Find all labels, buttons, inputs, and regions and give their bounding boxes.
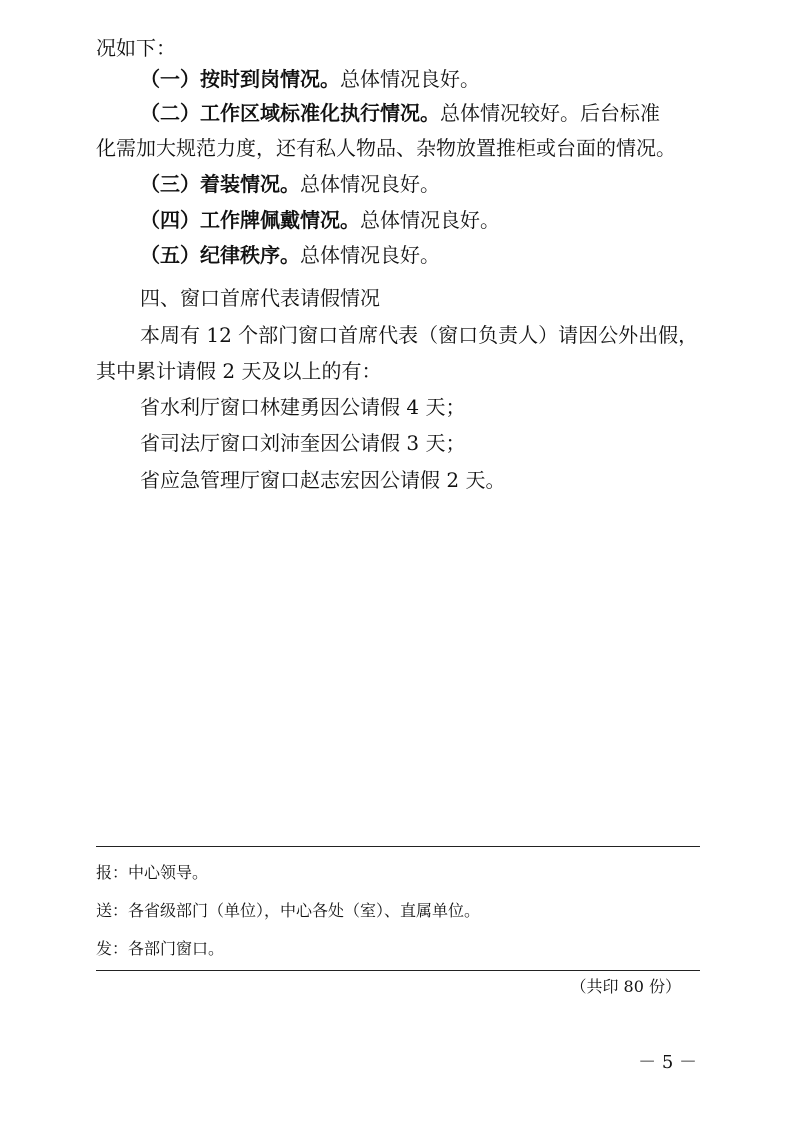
send-to: 送：各省级部门（单位），中心各处（室）、直属单位。 [96, 901, 481, 920]
leave-item-3: 省应急管理厅窗口赵志宏因公请假 2 天。 [140, 468, 506, 492]
item-3 [140, 171, 440, 197]
report-to: 报：中心领导。 [96, 863, 209, 882]
leave-item-2: 省司法厅窗口刘沛奎因公请假 3 天； [140, 431, 466, 455]
print-copies: （共印 80 份） [570, 977, 681, 996]
footer-top-rule [96, 846, 700, 847]
item-4-label: （四）工作牌佩戴情况。 [140, 208, 360, 232]
paragraph-line-2: 其中累计请假 2 天及以上的有： [96, 359, 382, 383]
item-4-text: 总体情况良好。 [360, 208, 500, 232]
item-5-label: （五）纪律秩序。 [140, 243, 300, 267]
item-1 [140, 66, 480, 92]
section-4-heading: 四、窗口首席代表请假情况 [140, 286, 380, 310]
item-2-text: 总体情况较好。后台标准 [440, 101, 660, 125]
item-2 [140, 100, 660, 126]
item-3-text: 总体情况良好。 [300, 172, 440, 196]
page-number: － 5 － [638, 1052, 697, 1073]
item-5-text: 总体情况良好。 [300, 243, 440, 267]
issue-to: 发：各部门窗口。 [96, 939, 225, 958]
item-4 [140, 207, 500, 233]
item-2-label: （二）工作区域标准化执行情况。 [140, 101, 440, 125]
leave-item-1: 省水利厅窗口林建勇因公请假 4 天； [140, 395, 466, 419]
item-3-label: （三）着装情况。 [140, 172, 300, 196]
item-1-label: （一）按时到岗情况。 [140, 67, 340, 91]
item-2-continuation: 化需加大规范力度，还有私人物品、杂物放置推柜或台面的情况。 [96, 136, 676, 160]
footer-bottom-rule [96, 970, 700, 971]
intro-tail: 况如下： [96, 36, 176, 60]
paragraph-line-1: 本周有 12 个部门窗口首席代表（窗口负责人）请因公外出假， [140, 323, 699, 347]
item-1-text: 总体情况良好。 [340, 67, 480, 91]
item-5 [140, 242, 440, 268]
